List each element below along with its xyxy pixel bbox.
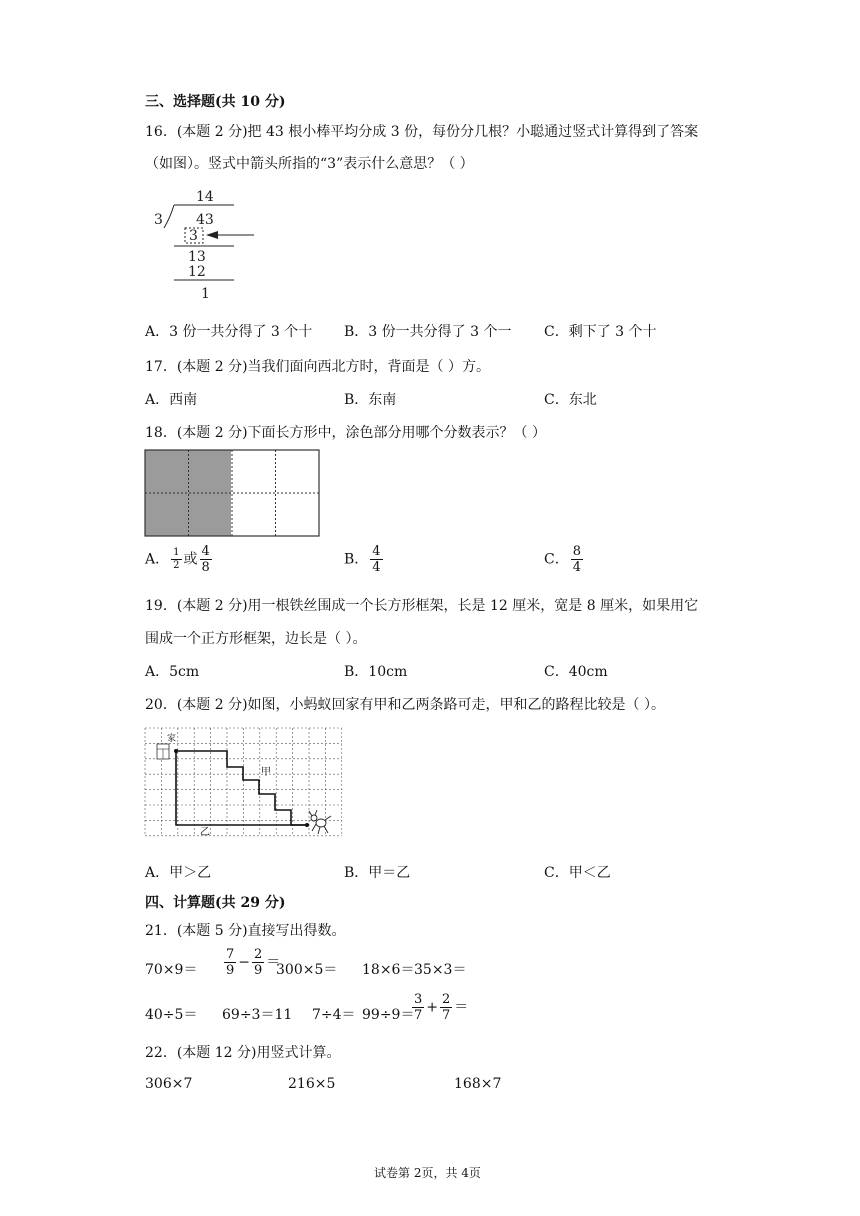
q18-option-c[interactable] <box>544 545 585 574</box>
question-20: 20．(本题 2 分)如图，小蚂蚁回家有甲和乙两条路可走，甲和乙的路程比较是（ ）。 <box>145 697 665 713</box>
path-yi-label: 乙 <box>200 827 210 838</box>
calc-70x9: 70×9＝ <box>145 962 198 978</box>
calc-216x5: 216×5 <box>288 1076 336 1092</box>
fraction-four-fourths: $\frac{4}{4}$ <box>372 544 381 575</box>
fraction-two-ninths: $\frac{2}{9}$ <box>254 947 263 978</box>
question-19-line1: 19．(本题 2 分)用一根铁丝围成一个长方形框架，长是 12 厘米，宽是 8 厘米，如果用它 <box>145 598 699 614</box>
question-18: 18．(本题 2 分)下面长方形中，涂色部分用哪个分数表示？（ ） <box>145 425 546 441</box>
fraction-seven-ninths: $\frac{7}{9}$ <box>226 947 235 978</box>
division-boxed-digit: 3 <box>189 228 198 244</box>
fraction-three-sevenths: $\frac{3}{7}$ <box>414 992 423 1023</box>
q16-option-c[interactable]: C．剩下了 3 个十 <box>544 324 657 340</box>
division-remainder: 1 <box>201 286 210 302</box>
fraction-one-half: $\frac{1}{2}$ <box>173 547 180 571</box>
q19-option-c[interactable]: C．40cm <box>544 664 608 680</box>
division-dividend: 43 <box>196 212 214 228</box>
equals-sign: ＝ <box>266 954 281 971</box>
calc-18x6: 18×6＝ <box>362 962 415 978</box>
calc-7div4: 7÷4＝ <box>312 1007 356 1023</box>
q18-option-a[interactable] <box>145 545 214 574</box>
calc-fraction-addition <box>410 993 468 1022</box>
section-title-calculation: 四、计算题(共 29 分) <box>145 895 286 911</box>
path-jia <box>176 751 307 825</box>
calc-306x7: 306×7 <box>145 1076 193 1092</box>
long-division-figure <box>148 182 268 304</box>
q20-option-c[interactable]: C．甲＜乙 <box>544 865 611 881</box>
question-16-line2: （如图）。竖式中箭头所指的“3”表示什么意思？（ ） <box>145 156 474 172</box>
q17-option-b[interactable]: B．东南 <box>344 392 397 408</box>
start-dot <box>174 749 178 753</box>
house-icon <box>157 744 169 759</box>
division-quotient: 14 <box>196 189 214 205</box>
question-16-line1: 16．(本题 2 分)把 43 根小棒平均分成 3 份，每份分几根？小聪通过竖式计算得到了答案 <box>145 124 699 140</box>
q16-option-a[interactable]: A．3 份一共分得了 3 个十 <box>145 324 313 340</box>
page-footer: 试卷第 2页，共 4页 <box>374 1166 481 1180</box>
end-dot <box>305 823 309 827</box>
section-title-choice: 三、选择题(共 10 分) <box>145 94 286 110</box>
q18-option-b[interactable] <box>344 545 385 574</box>
calc-69div3: 69÷3＝11 <box>222 1007 293 1023</box>
q19-option-b[interactable]: B．10cm <box>344 664 408 680</box>
ant-icon <box>309 810 331 834</box>
division-bracket <box>164 205 174 228</box>
option-label: A． <box>145 551 170 568</box>
fraction-four-eighths: $\frac{4}{8}$ <box>201 544 210 575</box>
calc-35x3: 35×3＝ <box>414 962 467 978</box>
calc-300x5: 300×5＝ <box>276 962 338 978</box>
home-label: 家 <box>167 734 177 744</box>
division-step3: 12 <box>188 264 206 280</box>
fraction-eight-fourths: $\frac{8}{4}$ <box>572 544 581 575</box>
path-jia-label: 甲 <box>261 767 271 778</box>
calc-168x7: 168×7 <box>454 1076 502 1092</box>
or-text: 或 <box>183 551 198 568</box>
calc-fraction-subtraction <box>222 948 280 977</box>
division-divisor: 3 <box>154 212 163 228</box>
question-22: 22．(本题 12 分)用竖式计算。 <box>145 1045 341 1061</box>
q17-option-c[interactable]: C．东北 <box>544 392 597 408</box>
option-label: B． <box>344 551 369 568</box>
calc-99div9: 99÷9＝ <box>362 1007 415 1023</box>
fraction-rectangle-figure <box>144 449 320 537</box>
arrow-head-icon <box>206 231 218 239</box>
minus-sign: − <box>238 954 251 971</box>
q19-option-a[interactable]: A．5cm <box>145 664 200 680</box>
ant-path-grid-figure <box>144 727 342 839</box>
path-yi <box>176 751 307 825</box>
question-17: 17．(本题 2 分)当我们面向西北方时，背面是（ ）方。 <box>145 359 490 375</box>
q16-option-b[interactable]: B．3 份一共分得了 3 个一 <box>344 324 512 340</box>
division-step2: 13 <box>188 249 206 265</box>
q20-option-a[interactable]: A．甲＞乙 <box>145 865 212 881</box>
q17-option-a[interactable]: A．西南 <box>145 392 198 408</box>
q20-option-b[interactable]: B．甲＝乙 <box>344 865 411 881</box>
equals-sign: ＝ <box>454 999 469 1016</box>
plus-sign: + <box>426 999 439 1016</box>
fraction-two-sevenths: $\frac{2}{7}$ <box>442 992 451 1023</box>
question-21: 21．(本题 5 分)直接写出得数。 <box>145 923 346 939</box>
question-19-line2: 围成一个正方形框架，边长是（ ）。 <box>145 631 367 647</box>
option-label: C． <box>544 551 569 568</box>
calc-40div5: 40÷5＝ <box>145 1007 198 1023</box>
